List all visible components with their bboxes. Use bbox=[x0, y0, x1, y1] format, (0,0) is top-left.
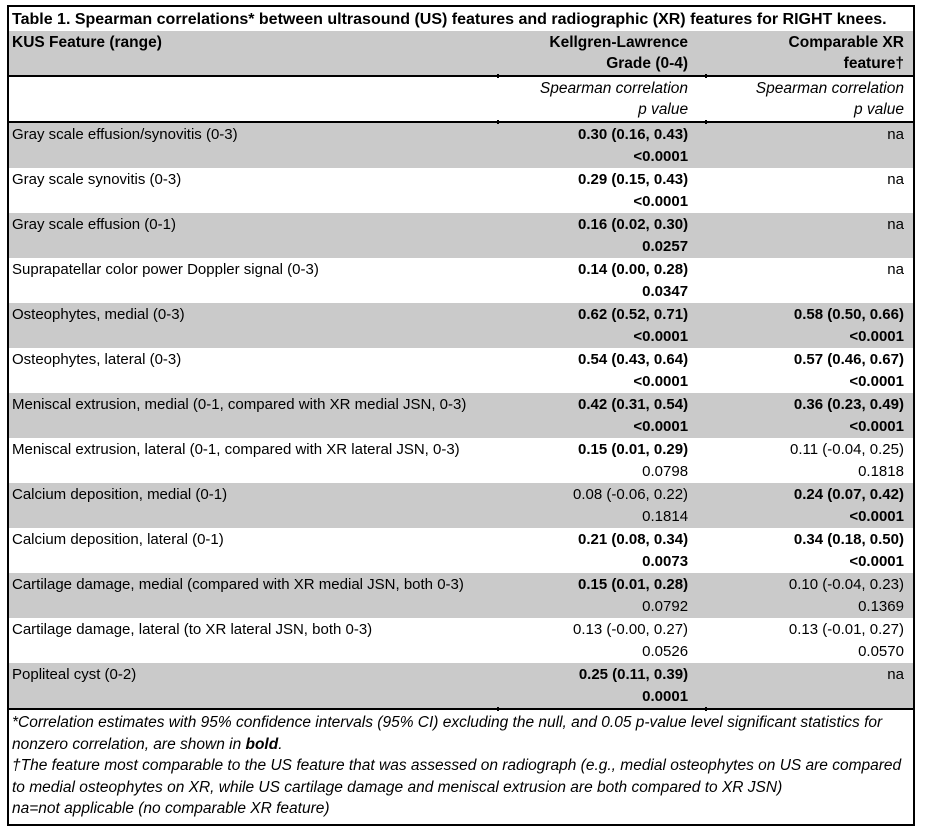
kl-grade-cell bbox=[497, 663, 705, 708]
table-title: Table 1. Spearman correlations* between ultrasound (US) features and radiographic (XR) features for RIGHT knees. bbox=[12, 11, 887, 28]
table-row bbox=[9, 303, 913, 348]
kl-p-value: 0.0798 bbox=[642, 462, 689, 480]
kl-p-value: 0.0257 bbox=[642, 237, 689, 255]
footnote-na-definition: na=not applicable (no comparable XR feature) bbox=[12, 800, 330, 817]
subheader-row bbox=[9, 77, 913, 123]
xr-feature-cell bbox=[705, 528, 913, 573]
header-feature: KUS Feature (range) bbox=[12, 34, 162, 51]
xr-na-value: na bbox=[887, 216, 904, 233]
correlation-table bbox=[7, 5, 915, 826]
kl-grade-cell bbox=[497, 528, 705, 573]
kl-grade-cell bbox=[497, 348, 705, 393]
xr-p-value bbox=[705, 281, 904, 303]
footnote-bold-word: bold bbox=[245, 735, 279, 753]
kl-correlation-value: 0.30 (0.16, 0.43) bbox=[577, 126, 689, 143]
xr-na-value: na bbox=[887, 126, 904, 143]
footnotes bbox=[9, 708, 913, 824]
table-row bbox=[9, 348, 913, 393]
xr-p-value: <0.0001 bbox=[849, 327, 904, 345]
kl-p-value: <0.0001 bbox=[633, 192, 689, 210]
kl-correlation-value: 0.62 (0.52, 0.71) bbox=[577, 306, 689, 323]
kl-grade-cell bbox=[497, 438, 705, 483]
table-row bbox=[9, 573, 913, 618]
footnote-comparable-xr: †The feature most comparable to the US feature that was assessed on radiograph (e.g., medial osteophytes on US are compared to medial osteophytes on XR, while US cartilage damage and meniscal extrusion are both compared to XR JSN) bbox=[12, 757, 902, 796]
xr-p-value bbox=[705, 236, 904, 258]
feature-cell: Meniscal extrusion, lateral (0-1, compared with XR lateral JSN, 0-3) bbox=[12, 441, 460, 458]
table-row bbox=[9, 258, 913, 303]
kl-grade-cell bbox=[497, 618, 705, 663]
kl-p-value: 0.0792 bbox=[642, 597, 689, 615]
header-kl-grade-label: Kellgren-Lawrence Grade (0-4) bbox=[549, 34, 689, 72]
kl-p-value: <0.0001 bbox=[633, 147, 689, 165]
feature-cell: Gray scale effusion (0-1) bbox=[12, 216, 176, 233]
kl-grade-cell bbox=[497, 123, 705, 168]
footnote-significance bbox=[12, 712, 905, 755]
feature-cell: Osteophytes, lateral (0-3) bbox=[12, 351, 182, 368]
feature-cell: Suprapatellar color power Doppler signal (0-3) bbox=[12, 261, 319, 278]
xr-feature-cell bbox=[705, 573, 913, 618]
kl-correlation-value: 0.54 (0.43, 0.64) bbox=[577, 351, 689, 368]
xr-correlation-value: 0.10 (-0.04, 0.23) bbox=[788, 576, 904, 593]
subheader-xr-line1: Spearman correlation bbox=[755, 80, 904, 97]
header-row bbox=[9, 31, 913, 77]
xr-na-value: na bbox=[887, 666, 904, 683]
table-row bbox=[9, 213, 913, 258]
table-row bbox=[9, 168, 913, 213]
feature-cell: Cartilage damage, lateral (to XR lateral JSN, both 0-3) bbox=[12, 621, 373, 638]
kl-correlation-value: 0.14 (0.00, 0.28) bbox=[577, 261, 689, 278]
table-row bbox=[9, 123, 913, 168]
table-row bbox=[9, 528, 913, 573]
table-body bbox=[9, 123, 913, 708]
xr-p-value: 0.0570 bbox=[858, 642, 904, 660]
xr-p-value: <0.0001 bbox=[849, 372, 904, 390]
header-kl-grade bbox=[497, 31, 705, 75]
xr-correlation-value: 0.13 (-0.01, 0.27) bbox=[788, 621, 904, 638]
kl-grade-cell bbox=[497, 168, 705, 213]
xr-p-value: 0.1818 bbox=[858, 462, 904, 480]
kl-grade-cell bbox=[497, 573, 705, 618]
xr-correlation-value: 0.58 (0.50, 0.66) bbox=[793, 306, 904, 323]
kl-correlation-value: 0.08 (-0.06, 0.22) bbox=[572, 486, 689, 503]
header-xr-feature-label: Comparable XR feature† bbox=[788, 34, 904, 72]
kl-grade-cell bbox=[497, 303, 705, 348]
kl-correlation-value: 0.42 (0.31, 0.54) bbox=[577, 396, 689, 413]
feature-cell: Gray scale synovitis (0-3) bbox=[12, 171, 182, 188]
xr-feature-cell bbox=[705, 393, 913, 438]
footnote-significance-text: *Correlation estimates with 95% confidence intervals (95% CI) excluding the null, and 0.05 p-value level significant statistics for nonzero correlation, are shown in bbox=[12, 714, 883, 753]
header-xr-feature bbox=[705, 31, 913, 75]
xr-feature-cell bbox=[705, 213, 913, 258]
table-row bbox=[9, 663, 913, 708]
subheader-kl-line2: p value bbox=[638, 101, 689, 118]
xr-p-value: <0.0001 bbox=[849, 552, 904, 570]
xr-correlation-value: 0.36 (0.23, 0.49) bbox=[793, 396, 904, 413]
kl-p-value: 0.0526 bbox=[642, 642, 689, 660]
subheader-xr-stat bbox=[705, 77, 913, 121]
subheader-xr-line2: p value bbox=[853, 101, 904, 118]
subheader-empty-cell bbox=[9, 77, 497, 121]
table-row bbox=[9, 483, 913, 528]
kl-correlation-value: 0.29 (0.15, 0.43) bbox=[577, 171, 689, 188]
xr-correlation-value: 0.11 (-0.04, 0.25) bbox=[790, 441, 904, 458]
subheader-kl-stat bbox=[497, 77, 705, 121]
feature-cell: Calcium deposition, lateral (0-1) bbox=[12, 531, 224, 548]
kl-correlation-value: 0.13 (-0.00, 0.27) bbox=[572, 621, 689, 638]
xr-p-value bbox=[705, 686, 904, 708]
xr-feature-cell bbox=[705, 123, 913, 168]
xr-na-value: na bbox=[887, 171, 904, 188]
xr-feature-cell bbox=[705, 258, 913, 303]
xr-p-value bbox=[705, 191, 904, 213]
kl-grade-cell bbox=[497, 483, 705, 528]
kl-correlation-value: 0.21 (0.08, 0.34) bbox=[577, 531, 689, 548]
feature-cell: Calcium deposition, medial (0-1) bbox=[12, 486, 228, 503]
kl-correlation-value: 0.16 (0.02, 0.30) bbox=[577, 216, 689, 233]
kl-correlation-value: 0.15 (0.01, 0.29) bbox=[577, 441, 689, 458]
xr-feature-cell bbox=[705, 348, 913, 393]
xr-p-value: <0.0001 bbox=[849, 417, 904, 435]
kl-grade-cell bbox=[497, 258, 705, 303]
feature-cell: Osteophytes, medial (0-3) bbox=[12, 306, 185, 323]
footnote-significance-period: . bbox=[278, 735, 283, 753]
kl-p-value: 0.1814 bbox=[642, 507, 689, 525]
kl-p-value: <0.0001 bbox=[633, 372, 689, 390]
kl-p-value: 0.0347 bbox=[642, 282, 689, 300]
kl-p-value: 0.0073 bbox=[642, 552, 689, 570]
kl-correlation-value: 0.25 (0.11, 0.39) bbox=[578, 666, 689, 683]
xr-p-value: <0.0001 bbox=[849, 507, 904, 525]
table-row bbox=[9, 438, 913, 483]
xr-correlation-value: 0.57 (0.46, 0.67) bbox=[793, 351, 904, 368]
xr-correlation-value: 0.34 (0.18, 0.50) bbox=[793, 531, 904, 548]
table-row bbox=[9, 618, 913, 663]
feature-cell: Meniscal extrusion, medial (0-1, compared with XR medial JSN, 0-3) bbox=[12, 396, 467, 413]
xr-feature-cell bbox=[705, 168, 913, 213]
feature-cell: Cartilage damage, medial (compared with XR medial JSN, both 0-3) bbox=[12, 576, 464, 593]
xr-na-value: na bbox=[887, 261, 904, 278]
xr-feature-cell bbox=[705, 618, 913, 663]
xr-feature-cell bbox=[705, 303, 913, 348]
kl-grade-cell bbox=[497, 393, 705, 438]
feature-cell: Gray scale effusion/synovitis (0-3) bbox=[12, 126, 238, 143]
kl-p-value: <0.0001 bbox=[633, 327, 689, 345]
kl-p-value: <0.0001 bbox=[633, 417, 689, 435]
feature-cell: Popliteal cyst (0-2) bbox=[12, 666, 137, 683]
kl-grade-cell bbox=[497, 213, 705, 258]
xr-p-value bbox=[705, 146, 904, 168]
subheader-kl-line1: Spearman correlation bbox=[539, 80, 689, 97]
kl-p-value: 0.0001 bbox=[642, 687, 689, 705]
xr-feature-cell bbox=[705, 663, 913, 708]
xr-p-value: 0.1369 bbox=[858, 597, 904, 615]
xr-feature-cell bbox=[705, 483, 913, 528]
xr-feature-cell bbox=[705, 438, 913, 483]
xr-correlation-value: 0.24 (0.07, 0.42) bbox=[793, 486, 904, 503]
table-row bbox=[9, 393, 913, 438]
kl-correlation-value: 0.15 (0.01, 0.28) bbox=[577, 576, 689, 593]
